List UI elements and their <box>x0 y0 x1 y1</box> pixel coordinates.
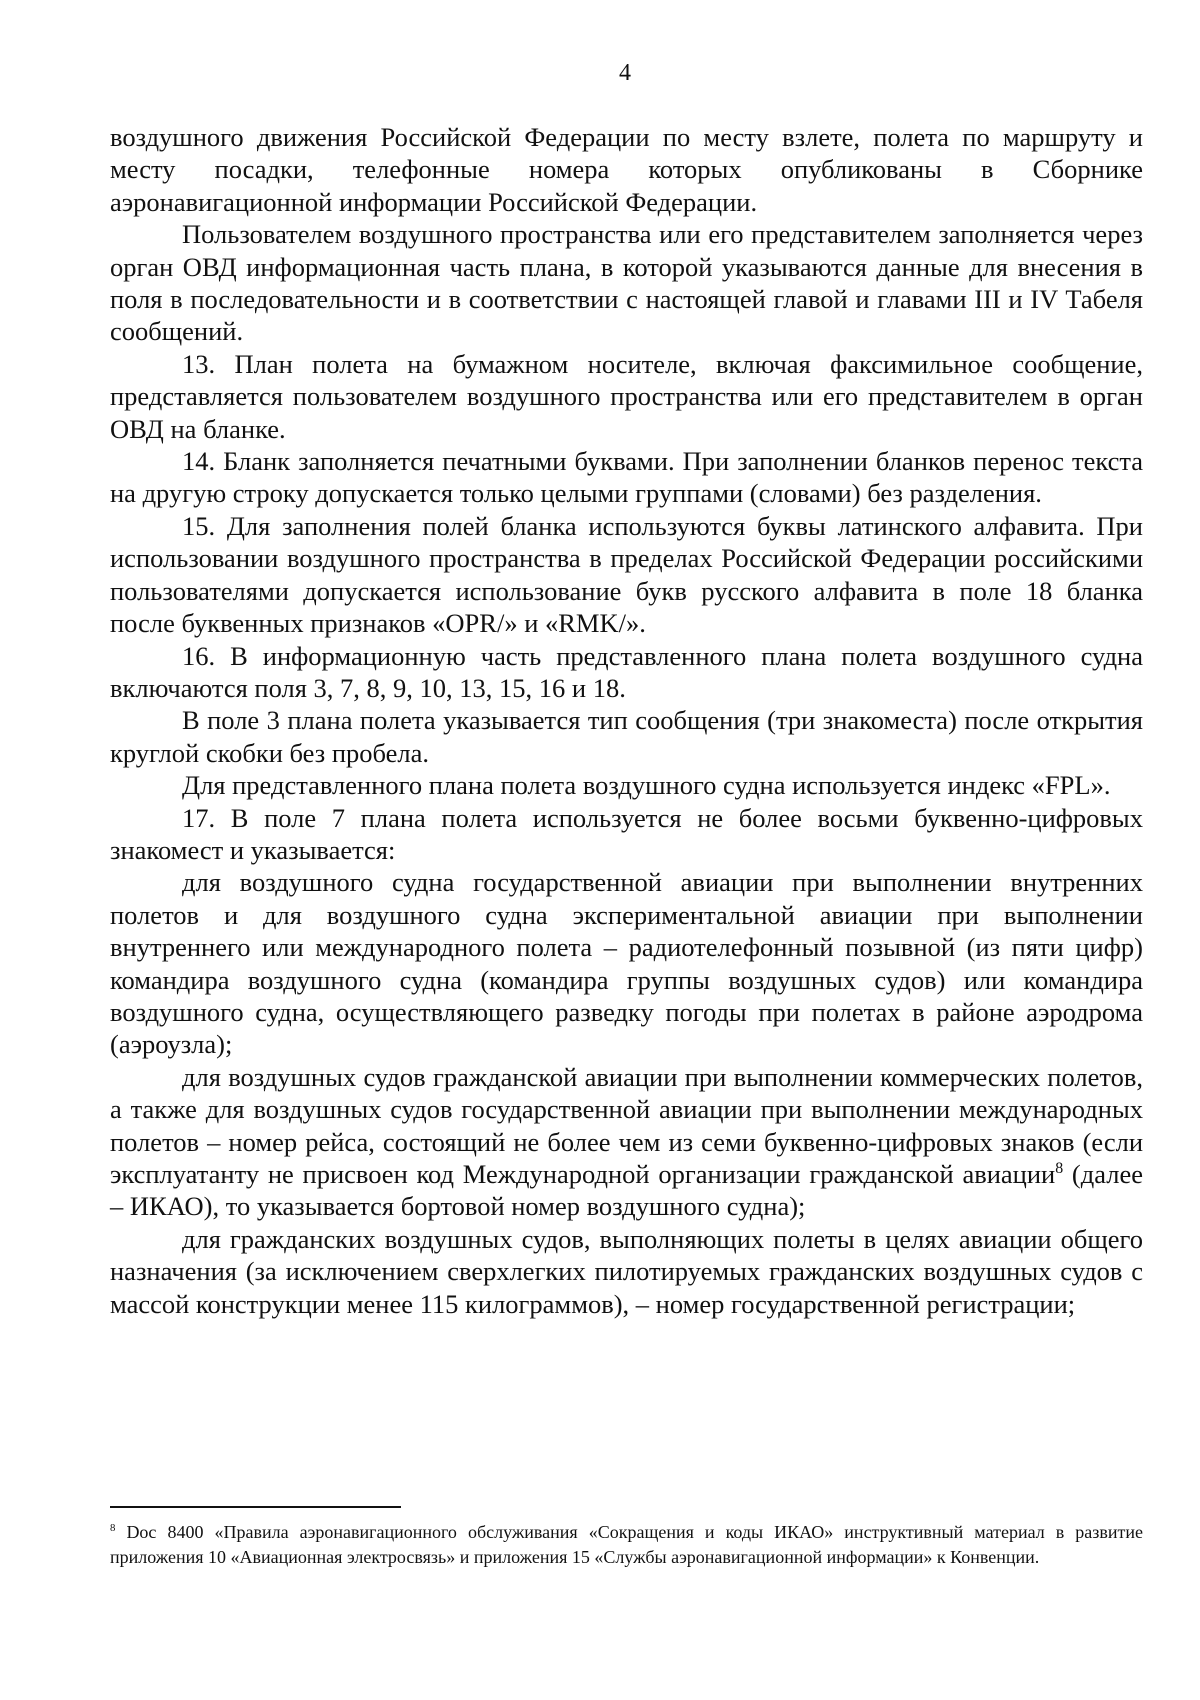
paragraph-13: 13. План полета на бумажном носителе, включая факсимильное сообщение, представляется пользователем воздушного пространства или его представителем в орган ОВД на бланке. <box>110 348 1143 444</box>
paragraph-15: 15. Для заполнения полей бланка используются буквы латинского алфавита. При использовании воздушного пространства в пределах Российской Федерации российскими пользователями допускается использование букв русского алфавита в поле 18 бланка после буквенных признаков «OPR/» и «RMK/». <box>110 510 1143 639</box>
paragraph-civil-commercial <box>110 1061 1143 1223</box>
paragraph-17: 17. В поле 7 плана полета используется не более восьми буквенно-цифровых знакомест и указывается: <box>110 802 1143 865</box>
footnote-marker: 8 <box>110 1522 116 1534</box>
paragraph-civil-commercial-text-end: (далее – ИКАО), то указывается бортовой номер воздушного судна); <box>110 1159 1143 1222</box>
paragraph-state-aviation: для воздушного судна государственной авиации при выполнении внутренних полетов и для воздушного судна экспериментальной авиации при выполнении внутреннего или международного полета – радиотелефонный позывной (из пяти цифр) командира воздушного судна (командира группы воздушных судов) или командира воздушного судна, осуществляющего разведку погоды при полетах в районе аэродрома (аэроузла); <box>110 867 1143 1060</box>
paragraph-fpl-index: Для представленного плана полета воздушного судна используется индекс «FPL». <box>182 770 1111 801</box>
footnote-text-block <box>110 1520 1143 1570</box>
footnote-reference: 8 <box>1055 1160 1064 1178</box>
page-number: 4 <box>619 60 631 86</box>
paragraph-user-fills-info: Пользователем воздушного пространства или его представителем заполняется через орган ОВД информационная часть плана, в которой указываются данные для внесения в поля в последовательности и в соответствии с настоящей главой и главами III и IV Табеля сообщений. <box>110 219 1143 347</box>
paragraph-field-3: В поле 3 плана полета указывается тип сообщения (три знакоместа) после открытия круглой скобки без пробела. <box>110 705 1143 768</box>
footnote <box>110 1520 1143 1570</box>
paragraph-civil-commercial-text: для воздушных судов гражданской авиации при выполнении коммерческих полетов, а также для воздушных судов государственной авиации при выполнении международных полетов – номер рейса, состоящий не более чем из семи буквенно-цифровых знаков (если эксплуатанту не присвоен код Международной организации гражданской авиации <box>110 1061 1143 1189</box>
paragraph-general-aviation: для гражданских воздушных судов, выполняющих полеты в целях авиации общего назначения (за исключением сверхлегких пилотируемых гражданских воздушных судов с массой конструкции менее 115 килограммов), – номер государственной регистрации; <box>110 1223 1143 1319</box>
footnote-divider <box>110 1506 401 1508</box>
footnote-text: Doc 8400 «Правила аэронавигационного обслуживания «Сокращения и коды ИКАО» инструктивный материал в развитие приложения 10 «Авиационная электросвязь» и приложения 15 «Службы аэронавигационной информации» к Конвенции. <box>110 1522 1143 1567</box>
paragraph-continuation: воздушного движения Российской Федерации по месту взлете, полета по маршруту и месту посадки, телефонные номера которых опубликованы в Сборнике аэронавигационной информации Российской Федерации. <box>110 122 1143 217</box>
body-text <box>110 121 1143 1320</box>
paragraph-16: 16. В информационную часть представленного плана полета воздушного судна включаются поля 3, 7, 8, 9, 10, 13, 15, 16 и 18. <box>110 640 1143 703</box>
paragraph-14: 14. Бланк заполняется печатными буквами. При заполнении бланков перенос текста на другую строку допускается только целыми группами (словами) без разделения. <box>110 446 1143 509</box>
